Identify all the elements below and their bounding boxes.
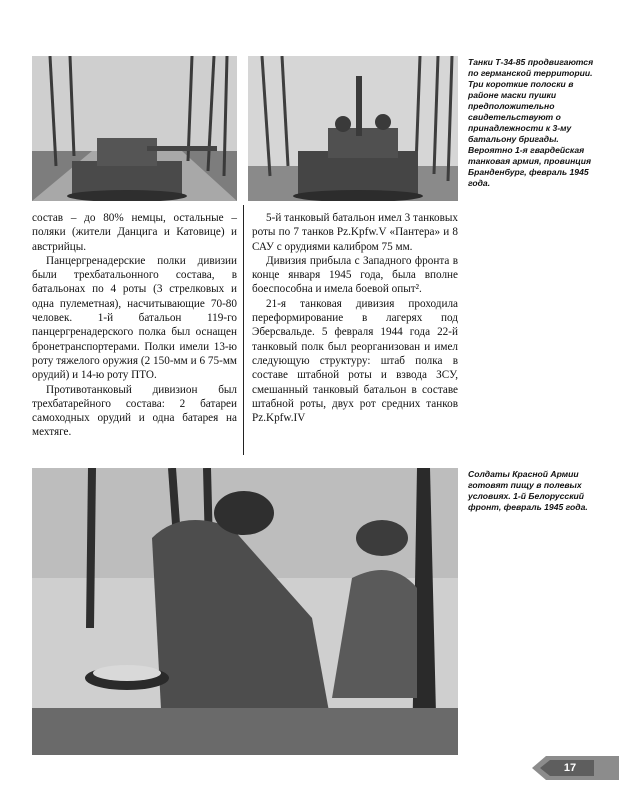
soldiers-photo [32,468,458,755]
tank-photo-left-image [32,56,237,201]
right-text-column [252,211,458,425]
paragraph: 5-й танковый батальон имел 3 танковых роты по 7 танков Pz.Kpfw.V «Пантера» и 8 САУ с орудиями калибром 75 мм. [252,212,458,253]
paragraph: 21-я танковая дивизия проходила переформирование в лагерях под Эберсвальде. 5 февраля 1944 года 22-й танковый полк был реорганизован и имел следующую структуру: штаб полка в составе штабной роты и взвода ЗСУ, смешанный танковый батальон в составе штабной роты, двух рот средних танков Pz.Kpfw.IV [252,297,458,425]
page-number: 17 [563,762,577,774]
tank-photo-right [248,56,458,201]
paragraph: Дивизия прибыла с Западного фронта в конце января 1945 года, была вполне боеспособна и имела боевой опыт². [252,254,458,296]
tank-photo-left [32,56,237,201]
column-divider [243,205,244,455]
paragraph: состав – до 80% немцы, остальные – поляки (жители Данцига и Катовице) и австрийцы. [32,212,237,253]
left-text-column [32,211,237,440]
tanks-photo-caption: Танки Т-34-85 продвигаются по германской территории. Три короткие полоски в районе маски пушки предположительно свидетельствуют о принадлежности к 3-му батальону бригады. Вероятно 1-я гвардейская танковая армия, провинция Бранденбург, февраль 1945 года. [468,57,594,188]
soldiers-photo-caption: Солдаты Красной Армии готовят пищу в полевых условиях. 1-й Белорусский фронт, февраль 1945 года. [468,469,588,512]
paragraph: Панцергренадерские полки дивизии были трехбатальонного состава, в батальонах по 4 роты (3 стрелковых и одна пулеметная), насчитывающие 70-80 человек. 1-й батальон 119-го панцергренадерского полка был оснащен бронетранспортерами. Полки имели 13-ю роту тяжелого оружия (2 150-мм и 6 75-мм орудий) и 14-ю роту ПТО. [32,254,237,382]
paragraph: Противотанковый дивизион был трехбатарейного состава: 2 батареи самоходных орудий и одна батарея на мехтяге. [32,383,237,439]
soldiers-photo-image [32,468,458,755]
tank-photo-right-image [248,56,458,201]
